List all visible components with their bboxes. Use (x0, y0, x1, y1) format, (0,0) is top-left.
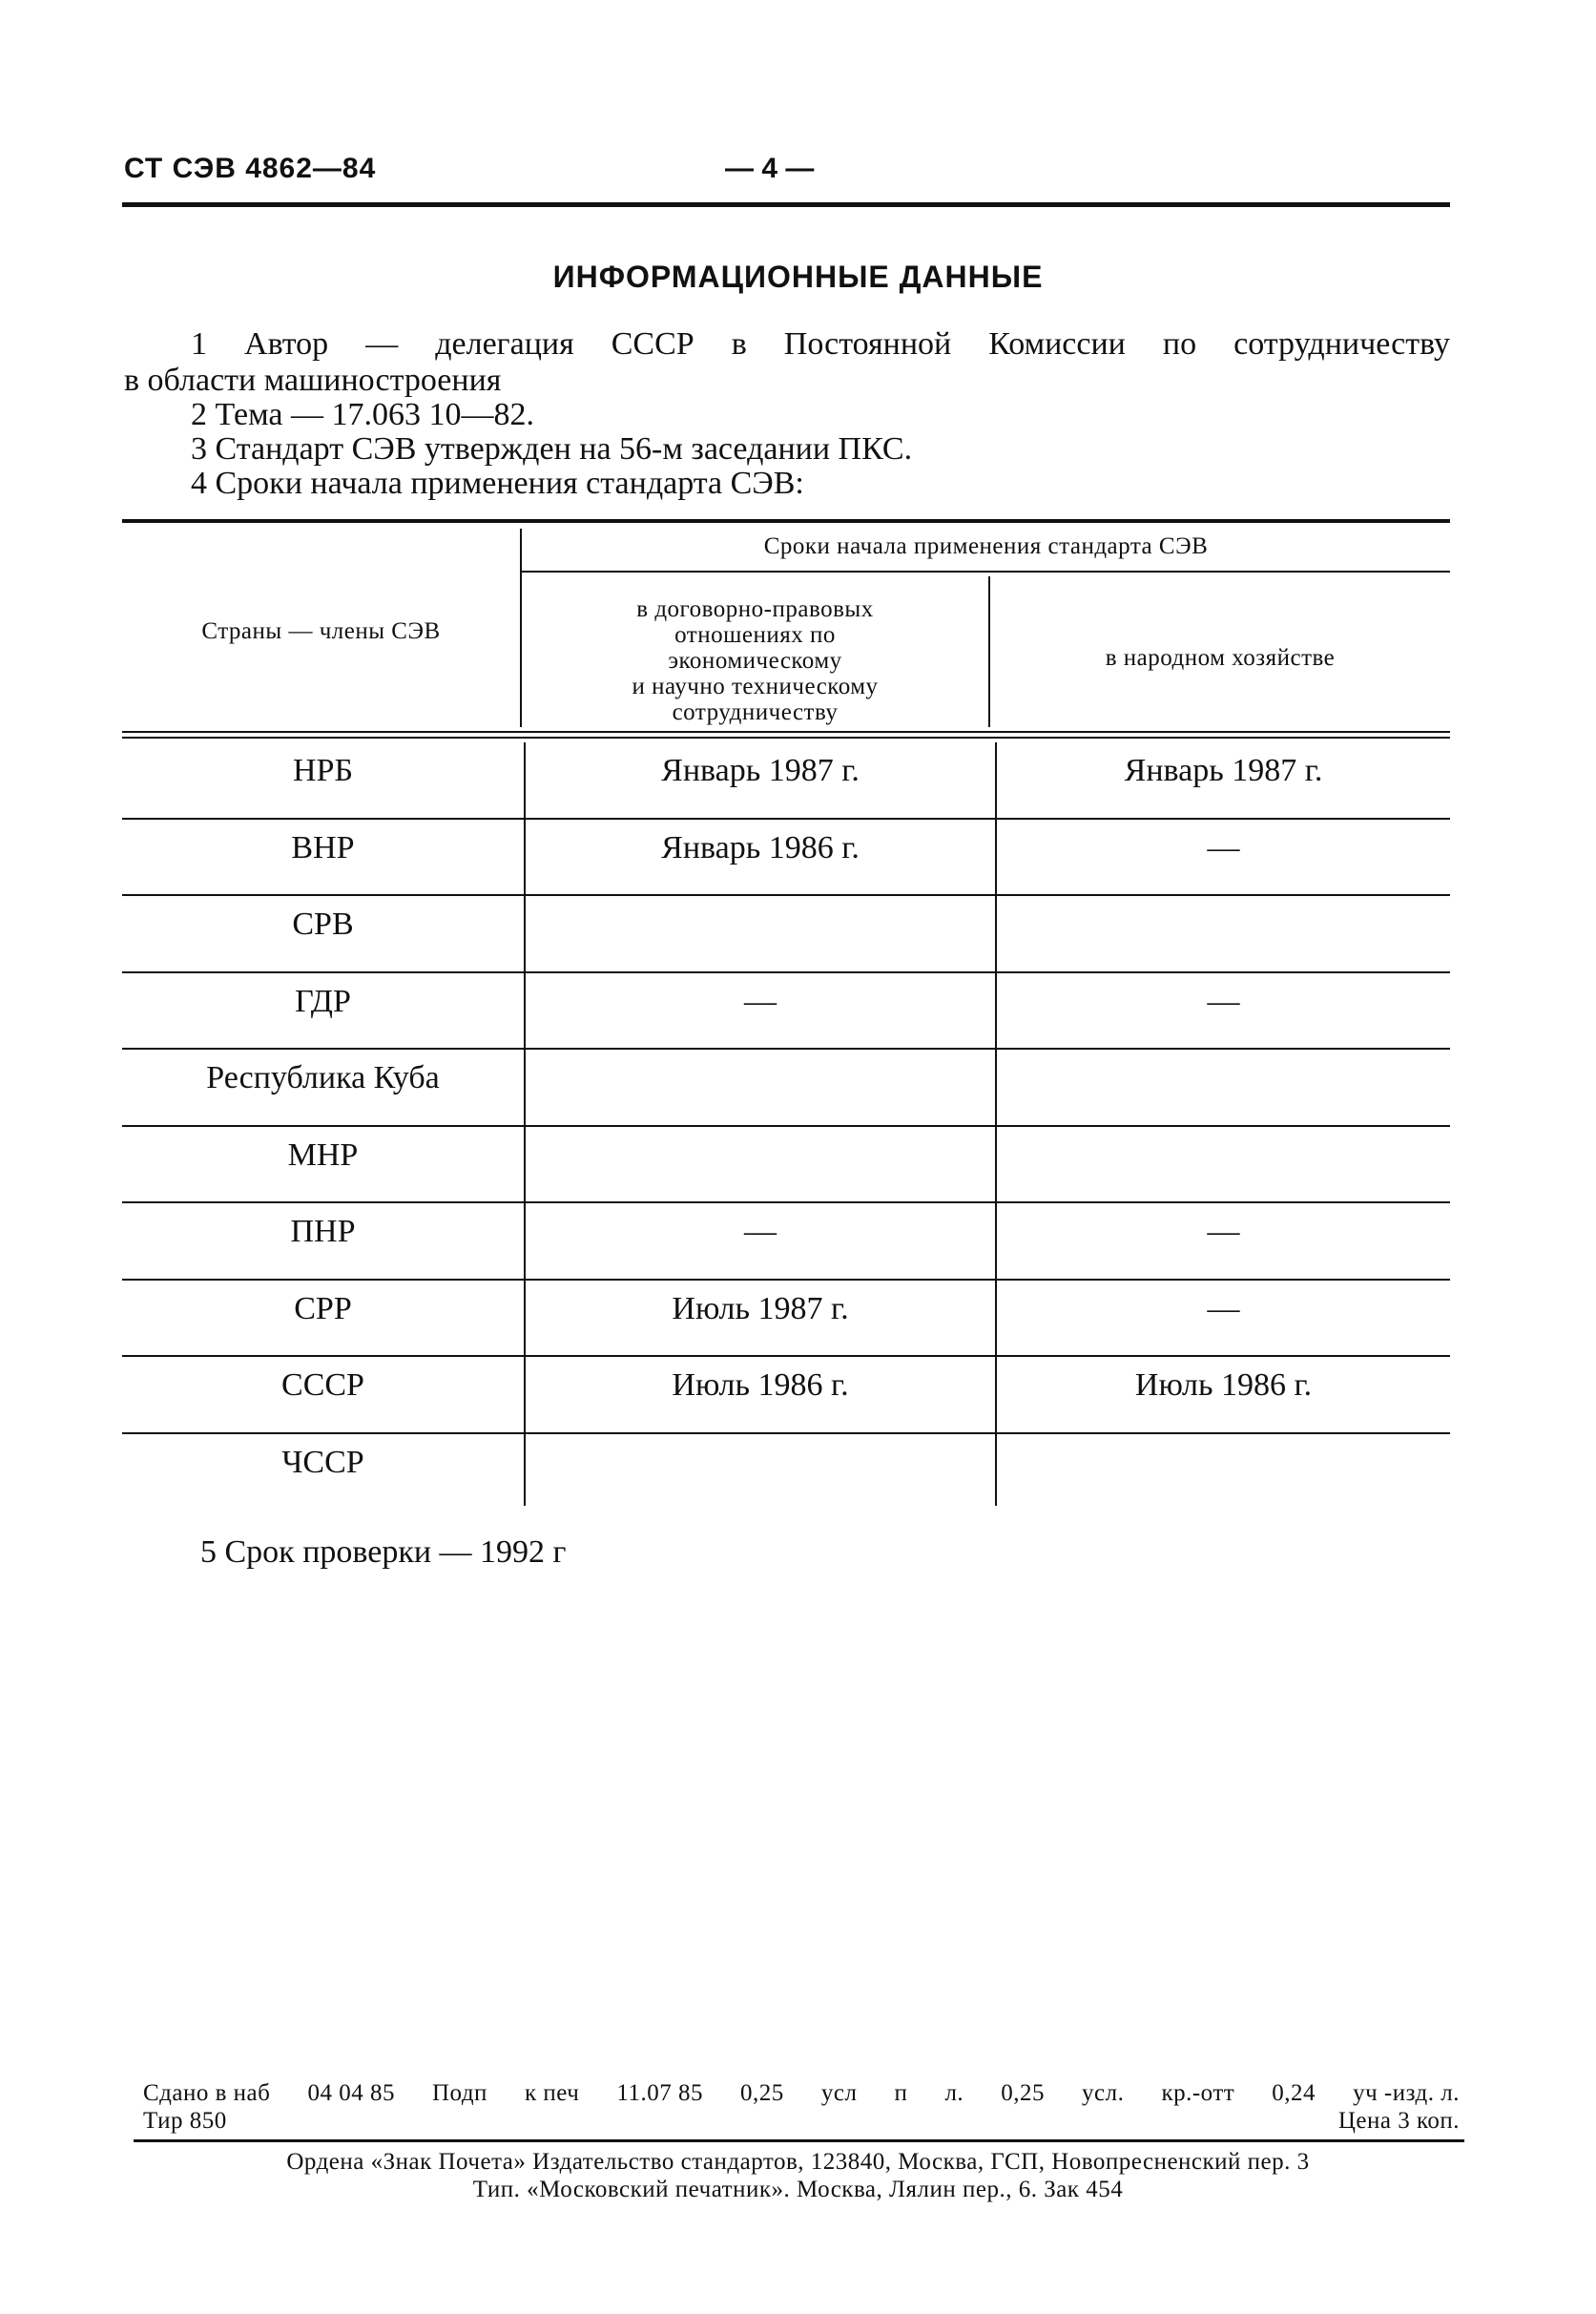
item-5: 5 Срок проверки — 1992 г (200, 1534, 567, 1570)
contract-date-cell: Январь 1986 г. (661, 829, 860, 865)
country-cell: СРВ (292, 907, 354, 942)
contract-date-cell: — (744, 983, 777, 1019)
contract-header-line: и научно техническому (632, 674, 879, 699)
table-row-rule (122, 1355, 1450, 1357)
price: Цена 3 коп. (1337, 2108, 1460, 2134)
contract-date-cell: — (744, 1214, 777, 1249)
item-3: 3 Стандарт СЭВ утвержден на 56-м заседании ПКС. (191, 431, 913, 467)
imprint-token: к печ (525, 2080, 580, 2106)
contract-header-line: отношениях по (674, 622, 836, 648)
imprint-token: Подп (432, 2080, 487, 2106)
imprint-token: 0,24 (1272, 2080, 1316, 2106)
country-cell: СССР (281, 1367, 364, 1403)
imprint-line-1 (143, 2080, 1460, 2107)
table-row-rule (122, 1432, 1450, 1434)
imprint-token: усл. (1082, 2080, 1125, 2106)
printer-line: Тип. «Московский печатник». Москва, Лялин пер., 6. Зак 454 (472, 2177, 1124, 2202)
national-date-cell: — (1207, 1290, 1240, 1326)
imprint-token: кр.-отт (1161, 2080, 1235, 2106)
column-group-header: Сроки начала применения стандарта СЭВ (763, 533, 1209, 559)
contract-date-cell: Январь 1987 г. (661, 753, 860, 788)
top-rule (122, 202, 1450, 207)
table-header-rule-1 (122, 731, 1450, 733)
imprint-token: уч -изд. л. (1353, 2080, 1460, 2106)
imprint-token: л. (944, 2080, 964, 2106)
national-date-cell: Июль 1986 г. (1134, 1367, 1313, 1403)
table-row-rule (122, 818, 1450, 820)
national-date-cell: — (1207, 983, 1240, 1019)
table-group-rule (522, 571, 1450, 573)
table-row-rule (122, 1279, 1450, 1281)
table-header-rule-2 (122, 737, 1450, 739)
imprint-token: 11.07 85 (616, 2080, 703, 2106)
table-row-rule (122, 1201, 1450, 1203)
imprint-token: 0,25 (1001, 2080, 1045, 2106)
table-row-rule (122, 971, 1450, 973)
country-cell: НРБ (293, 753, 353, 788)
contract-header-line: экономическому (668, 648, 842, 674)
item-1-line-2: в области машиностроения (124, 363, 502, 398)
table-row-rule (122, 894, 1450, 896)
country-cell: ГДР (295, 983, 351, 1019)
contract-header-line: в договорно-правовых (636, 596, 874, 622)
national-date-cell: Январь 1987 г. (1124, 753, 1323, 788)
table-row-rule (122, 1125, 1450, 1127)
imprint-token: Сдано в наб (143, 2080, 271, 2106)
table-top-rule (122, 519, 1450, 523)
document-code: СТ СЭВ 4862—84 (124, 153, 377, 184)
item-1-line-1: 1 Автор — делегация СССР в Постоянной Комиссии по сотрудничеству (191, 326, 1450, 362)
page-number: — 4 — (725, 153, 815, 184)
country-cell: ЧССР (281, 1444, 364, 1480)
country-cell: Республика Куба (206, 1060, 440, 1095)
imprint-line-2 (143, 2108, 1460, 2135)
print-run: Тир 850 (143, 2108, 227, 2134)
footer-rule (134, 2139, 1464, 2142)
item-4: 4 Сроки начала применения стандарта СЭВ: (191, 466, 804, 501)
country-cell: СРР (294, 1290, 352, 1326)
item-2: 2 Тема — 17.063 10—82. (191, 397, 534, 432)
national-date-cell: — (1207, 829, 1240, 865)
contract-header-line: сотрудничеству (672, 699, 839, 725)
publisher-line: Ордена «Знак Почета» Издательство стандартов, 123840, Москва, ГСП, Новопресненский пер. 3 (286, 2149, 1310, 2175)
section-title: ИНФОРМАЦИОННЫЕ ДАННЫЕ (552, 260, 1044, 294)
contract-date-cell: Июль 1987 г. (672, 1290, 849, 1326)
national-date-cell: — (1207, 1214, 1240, 1249)
imprint-token: усл (820, 2080, 858, 2106)
imprint-token: п (894, 2080, 908, 2106)
country-cell: ПНР (290, 1214, 356, 1249)
column-header-contract (522, 596, 988, 725)
imprint-token: 04 04 85 (307, 2080, 395, 2106)
contract-date-cell: Июль 1986 г. (672, 1367, 849, 1403)
column-header-countries: Страны — члены СЭВ (201, 618, 441, 644)
country-cell: МНР (287, 1136, 359, 1173)
country-cell: ВНР (291, 829, 355, 865)
table-row-rule (122, 1048, 1450, 1050)
imprint-token: 0,25 (740, 2080, 784, 2106)
column-header-national: в народном хозяйстве (1105, 645, 1336, 671)
